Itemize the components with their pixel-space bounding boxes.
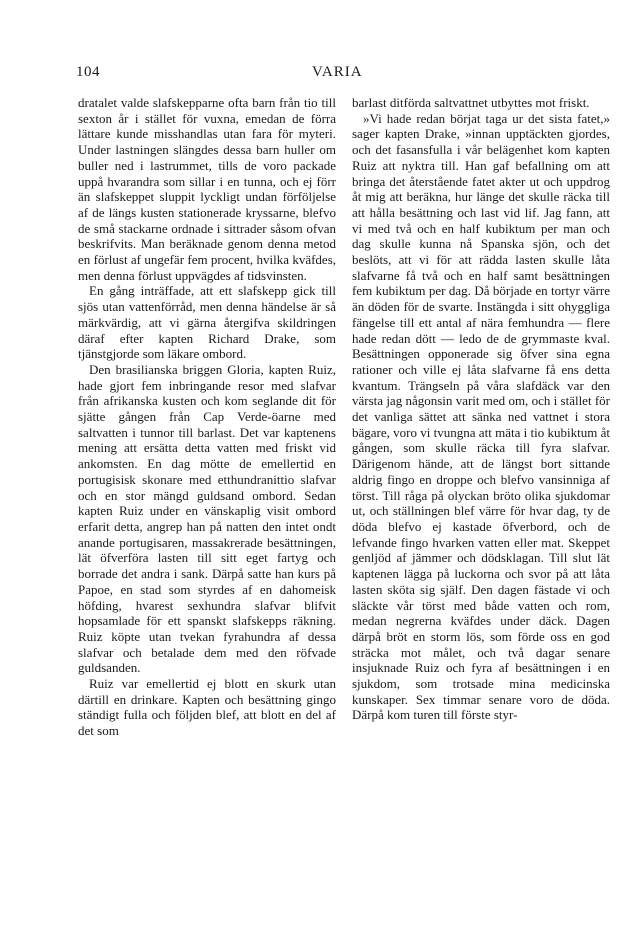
page-header xyxy=(76,64,610,84)
paragraph: Ruiz var emellertid ej blott en skurk utan därtill en drinkare. Kapten och besättning gingo ständigt fulla och följden blef, att blott en del af det som xyxy=(78,676,336,739)
paragraph-quote: »Vi hade redan börjat taga ur det sista fatet,» sager kapten Drake, »innan upptäckten gjordes, och det fasansfulla i vår belägenhet kom kapten Ruiz att nyktra till. Han gaf befallning om att bringa det återstående fatet akter ut och uppdrog åt mig att beräkna, hur länge det skulle räcka till att hålla besättning och last vid lif. Jag fann, att vi med två och en half kubiktum per man och dag skulle kunna nå Spanska sjön, och det beslöts, att vi för att rädda lasten skulle låta slafvarne få två och en half samt besättningen fem kubiktum per dag. Då började en tortyr värre än döden för de svarte. Instängda i sitt ohyggliga fängelse till ett antal af nära femhundra — flere hade redan dött — ledo de de grymmaste kval. Besättningen opponerade sig öfver sina egna rationer och ville ej låta slafvarne få ens detta kvantum. Trängseln på våra slafdäck var den värsta jag någonsin varit med om, och i stället för det vanliga sättet att sänka ned vattnet i stora bägare, voro vi tvungna att mäta i tio kubiktum åt gången, som skulle räcka till fyra slafvar. Därigenom hände, att de längst bort sittande aldrig fingo en droppe och blefvo vansinniga af törst. Till råga på olyckan bröto olika sjukdomar ut, och ställningen blef värre för hvar dag, ty de döda blefvo ej kastade öfverbord, och de lefvande fingo hvarken vatten eller mat. Skeppet genljöd af jämmer och dödsklagan. Till slut lät kaptenen lägga på luckorna och svor på att låta lasten sköta sig själf. Den dagen fästade vi och släckte vår törst med både vatten och rom, medan negrerna kväfdes under däck. Dagen därpå bröt en storm lös, som förde oss en god sträcka mot målet, och två dagar senare insjuknade Ruiz och fyra af besättningen i en sjukdom, som trotsade mina medicinska kunskaper. Sex timmar senare voro de döda. Därpå kom turen till förste styr- xyxy=(352,110,610,723)
paragraph: En gång inträffade, att ett slafskepp gick till sjös utan vattenförråd, men denna händelse är så märkvärdig, att vi gärna återgifva skildringen däraf efter kapten Richard Drake, som tjänstgjorde som läkare ombord. xyxy=(78,283,336,362)
paragraph-continuation: dratalet valde slafskepparne ofta barn från tio till sexton år i stället för vuxna, emedan de förra lättare kunde misshandlas utan fara för myteri. Under lastningen slängdes dessa barn huller om buller ned i lastrummet, tills de voro packade uppå hvarandra som sillar i en tunna, och ej förr än slafskeppet sluppit lyckligt undan förföljelse af de längs kusten stationerade kryssarne, blefvo de små stackarne ordnade i sittrader såsom ofvan beskrifvits. Man beräknade genom denna metod en förlust af ungefär fem procent, hvilka kväfdes, men denna förlust uppvägdes af tidsvinsten. xyxy=(78,95,336,283)
running-title: VARIA xyxy=(312,64,363,80)
right-column xyxy=(352,95,610,935)
paragraph: Den brasilianska briggen Gloria, kapten Ruiz, hade gjort fem inbringande resor med slafvar från afrikanska kusten och kom seglande dit för sjätte gången från Cap Verde-öarne med saltvatten i tunnor till barlast. Det var kaptenens mening att ersätta detta vatten med friskt vid ankomsten. En dag mötte de emellertid en portugisisk skonare med etthundranittio slafvar och en stor mängd guldsand ombord. Sedan kapten Ruiz under en vänskaplig visit ombord erfarit detta, angrep han på natten den intet ondt anande portugisaren, massakrerade besättningen, lät öfverföra lasten till sitt eget fartyg och borrade det andra i sank. Därpå satte han kurs på Papoe, en stad som styrdes af en dahomeisk höfding, hvarest sexhundra slafvar blifvit hopsamlade för ett spanskt slafskepps räkning. Ruiz köpte utan tvekan fyrahundra af dessa slafvar och betalade dem med den röfvade guldsanden. xyxy=(78,361,336,676)
left-column xyxy=(78,95,336,935)
paragraph-continuation: barlast ditförda saltvattnet utbyttes mot friskt. xyxy=(352,95,590,110)
page-number: 104 xyxy=(76,64,100,80)
